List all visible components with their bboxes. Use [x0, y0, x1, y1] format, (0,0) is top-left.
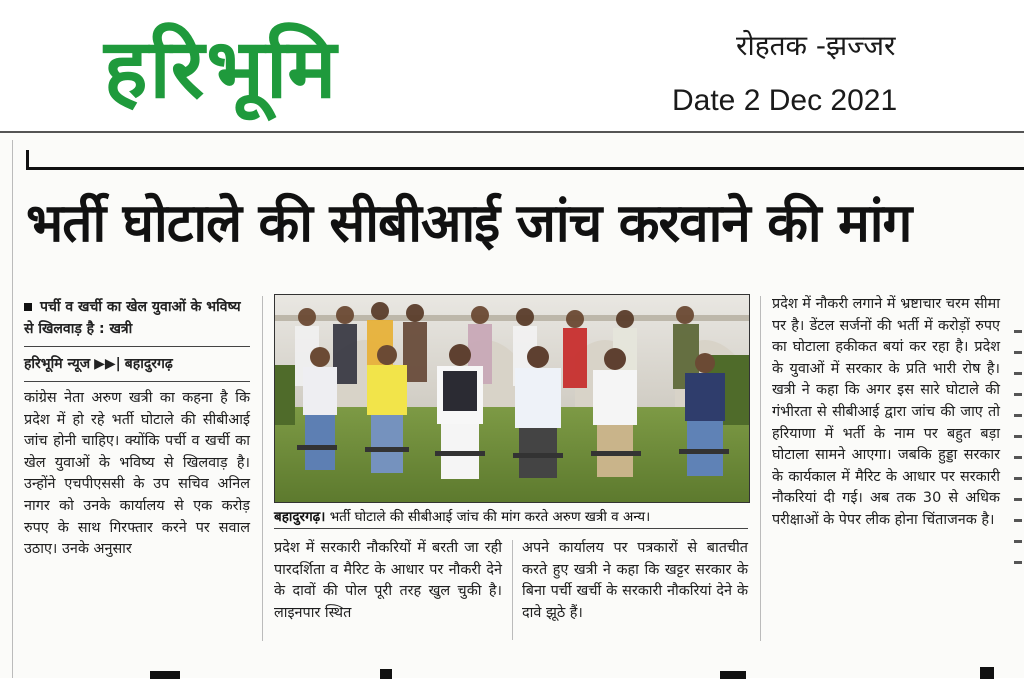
- next-headline-fragment: [0, 664, 1024, 678]
- article-headline: भर्ती घोटाले की सीबीआई जांच करवाने की मांग: [26, 193, 912, 254]
- photo-caption: [274, 506, 748, 529]
- byline: [24, 353, 250, 375]
- masthead: [0, 0, 1024, 132]
- column-rule: [760, 296, 761, 641]
- cropped-text-strip: [0, 665, 1024, 679]
- column-rule: [512, 540, 513, 640]
- column-1-text: कांग्रेस नेता अरुण खत्री का कहना है कि प्रदेश में हो रहे भर्ती घोटाले की सीबीआई जांच होनी चाहिए। क्योंकि पर्ची व खर्ची का खेल युवाओं के भविष्य से खिलवाड़ है। उन्होंने एचपीएससी के उप सचिव अनिल नागर को उनके कार्यालय से एक करोड़ रुपए के साथ गिरफ्तार करने पर सवाल उठाए। उनके अनुसार: [24, 390, 250, 558]
- adjacent-article-fragment: [1014, 330, 1024, 630]
- divider: [24, 346, 250, 347]
- caption-place: बहादुरगढ़।: [274, 509, 326, 525]
- caption-text: भर्ती घोटाले की सीबीआई जांच की मांग करते अरुण खत्री व अन्य।: [329, 509, 651, 525]
- byline-source: हरिभूमि न्यूज: [24, 356, 91, 372]
- highlight-quote: [24, 296, 250, 340]
- page-edge-rule: [12, 140, 13, 678]
- byline-arrows-icon: ▶▶|: [94, 356, 121, 372]
- column-3-text: अपने कार्यालय पर पत्रकारों से बातचीत करते हुए खत्री ने कहा कि खट्टर सरकार के बिना पर्ची खर्ची के सरकारी नौकरियां देने के दावे झूठे हैं।: [522, 540, 748, 621]
- article-column-1: [24, 296, 250, 561]
- highlight-text: पर्ची व खर्ची का खेल युवाओं के भविष्य से खिलवाड़ है : खत्री: [24, 299, 241, 337]
- newspaper-logo: हरिभूमि: [104, 22, 339, 117]
- column-2-text: प्रदेश में सरकारी नौकरियों में बरती जा रही पारदर्शिता व मैरिट के आधार पर नौकरी देने के दावों की पोल पूरी तरह खुल चुकी है। लाइनपार स्थित: [274, 540, 502, 621]
- divider: [24, 381, 250, 382]
- column-rule: [262, 296, 263, 641]
- date-label: Date 2 Dec 2021: [672, 84, 898, 117]
- edition-label: रोहतक -झज्जर: [736, 29, 896, 62]
- byline-place: बहादुरगढ़: [124, 356, 173, 372]
- bullet-square-icon: [24, 303, 32, 311]
- news-photo: [274, 294, 750, 503]
- column-4-text: प्रदेश में नौकरी लगाने में भ्रष्टाचार चरम सीमा पर है। डेंटल सर्जनों की भर्ती में करोड़ों रुपए का घोटाला हकीकत बयां कर रहा है। प्रदेश के युवाओं में सरकार के प्रति भारी रोष है। खत्री ने कहा कि अगर इस सारे घोटाले की गंभीरता से सीबीआई द्वारा जांच की जाए तो हरियाणा में भर्ती के नाम पर बहुत बड़ा घोटाला सामने आएगा। जबकि हुड्डा सरकार के कार्यकाल में मैरिट के आधार पर सरकारी नौकरियां दी गई। अब तक 30 से अधिक परीक्षाओं के पेपर लीक होना चिंताजनक है।: [772, 296, 1000, 528]
- group-photo-image: [275, 295, 749, 502]
- headline-top-rule: [26, 167, 1024, 170]
